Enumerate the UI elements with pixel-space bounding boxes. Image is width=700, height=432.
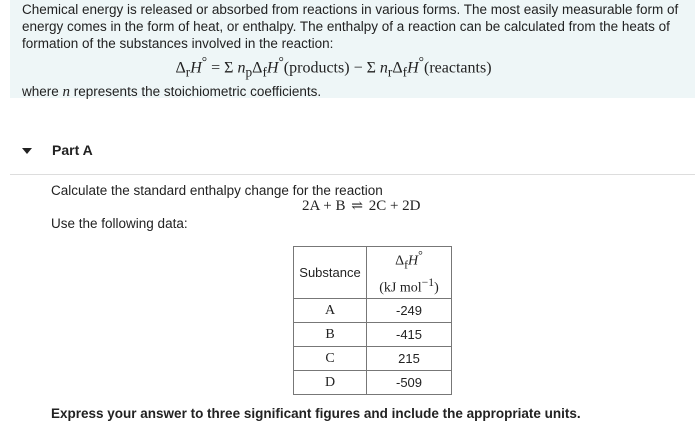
header-units: (kJ mol (379, 281, 422, 297)
divider (10, 174, 695, 175)
substance-cell: D (294, 371, 367, 395)
eq-degree: ° (201, 54, 208, 69)
eq-n-p: n (237, 59, 246, 77)
eq-sub-p: p (245, 64, 253, 80)
eq-sub-f1: f (262, 64, 267, 80)
eq-sub-r: r (185, 64, 191, 80)
eq-equals-sum: = Σ (207, 59, 238, 77)
equilibrium-arrow-icon: ⇌ (351, 199, 363, 214)
header-enthalpy (367, 247, 452, 299)
substance-cell: C (294, 347, 367, 371)
where-after: represents the stoichiometric coefficients. (70, 83, 322, 99)
header-sub-f: f (404, 258, 409, 272)
eq-products: (products) (283, 59, 350, 77)
header-delta: Δ (395, 253, 405, 269)
header-units-exponent: −1 (421, 276, 435, 290)
value-cell: -249 (367, 299, 452, 323)
eq-degree1: ° (278, 54, 284, 69)
question-prompt: Calculate the standard enthalpy change for the reaction (51, 183, 383, 198)
eq-reactants: (reactants) (424, 59, 492, 77)
eq-n-r: n (379, 59, 388, 77)
eq-delta-f1: Δ (252, 59, 263, 77)
value-cell: 215 (367, 347, 452, 371)
reaction-equation (302, 198, 421, 215)
header-h: H (408, 253, 419, 269)
reaction-rhs: 2C + 2D (368, 198, 421, 214)
eq-h1: H (266, 59, 279, 77)
eq-delta-f2: Δ (392, 59, 403, 77)
enthalpy-data-table (293, 246, 452, 395)
substance-cell: A (294, 299, 367, 323)
value-cell: -509 (367, 371, 452, 395)
intro-panel (10, 0, 695, 98)
eq-sub-f2: f (402, 64, 408, 80)
eq-sub-r2: r (387, 64, 393, 80)
use-data-label: Use the following data: (51, 216, 188, 231)
value-cell: -415 (367, 323, 452, 347)
header-units-close: ) (434, 281, 439, 297)
substance-cell: B (294, 323, 367, 347)
eq-delta: Δ (175, 59, 186, 77)
eq-h2: H (407, 59, 419, 77)
table-header-row (294, 247, 452, 299)
eq-minus-sum: − Σ (349, 59, 380, 77)
table-row (294, 347, 452, 371)
part-a-toggle[interactable] (22, 139, 93, 161)
table-row (294, 323, 452, 347)
caret-down-icon[interactable] (22, 148, 32, 154)
where-before: where (22, 83, 63, 99)
table-row (294, 299, 452, 323)
intro-paragraph: Chemical energy is released or absorbed from reactions in various forms. The most easily measurable form of energy comes in the form of heat, or enthalpy. The enthalpy of a reaction can be calculated from the heats of formation of the substances involved in the reaction: (22, 2, 679, 51)
header-substance: Substance (294, 247, 367, 299)
enthalpy-equation (22, 52, 685, 83)
answer-instruction: Express your answer to three significant figures and include the appropriate units. (51, 406, 581, 421)
part-title: Part A (52, 142, 93, 158)
where-variable: n (62, 83, 71, 100)
where-line (22, 83, 685, 101)
reaction-lhs: 2A + B (302, 198, 346, 214)
eq-h: H (190, 59, 202, 77)
table-row (294, 371, 452, 395)
eq-degree2: ° (418, 54, 425, 69)
header-degree: ° (418, 249, 423, 262)
